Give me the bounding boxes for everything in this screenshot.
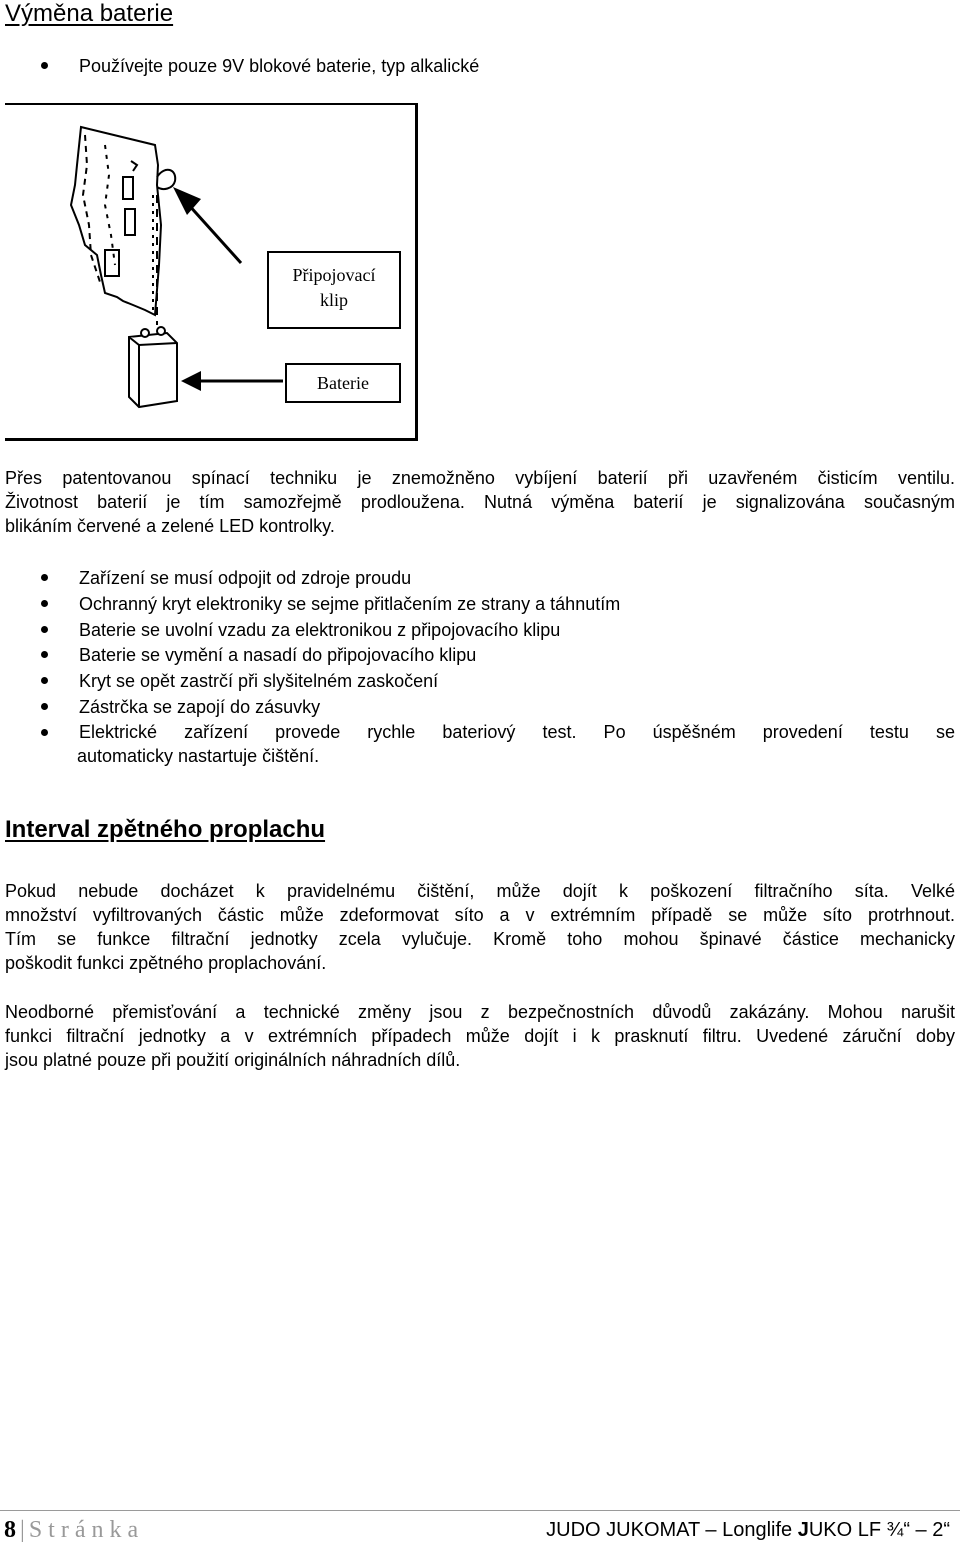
bullet-dot bbox=[41, 703, 48, 710]
step-item: Ochranný kryt elektroniky se sejme přitlačením ze strany a táhnutím bbox=[79, 594, 621, 614]
bullet-dot bbox=[41, 626, 48, 633]
paragraph-line: Tím se funkce filtrační jednotky zcela vylučuje. Kromě toho mohou špinavé částice mechanicky bbox=[5, 929, 955, 949]
paragraph-line: množství vyfiltrovaných částic může zdeformovat síto a v extrémním případě se může síto protrhnout. bbox=[5, 905, 955, 925]
bullet-dot bbox=[41, 62, 48, 69]
figure-frame bbox=[5, 103, 418, 441]
paragraph-line: Pokud nebude docházet k pravidelnému čištění, může dojít k poškození filtračního síta. Velké bbox=[5, 881, 955, 901]
doc-title-part2: UKO LF ¾“ – 2“ bbox=[808, 1519, 950, 1541]
clip-label bbox=[267, 251, 401, 329]
step-item-line: Elektrické zařízení provede rychle bateriový test. Po úspěšném provedení testu se bbox=[79, 722, 955, 742]
intro-line: blikáním červené a zelené LED kontrolky. bbox=[5, 516, 335, 536]
paragraph-line: poškodit funkci zpětného proplachování. bbox=[5, 953, 327, 973]
step-item: Baterie se vymění a nasadí do připojovacího klipu bbox=[79, 645, 477, 665]
paragraph-line: jsou platné pouze při použití originálních náhradních dílů. bbox=[5, 1050, 461, 1070]
paragraph-line: funkci filtrační jednotky a v extrémních případech může dojít i k prasknutí filtru. Uvedené záruční doby bbox=[5, 1026, 955, 1046]
bullet-dot bbox=[41, 677, 48, 684]
backwash-paragraph bbox=[5, 879, 955, 975]
step-item: Baterie se uvolní vzadu za elektronikou z připojovacího klipu bbox=[79, 620, 561, 640]
bullet-dot bbox=[41, 600, 48, 607]
warning-paragraph bbox=[5, 1000, 955, 1072]
step-item: Zástrčka se zapojí do zásuvky bbox=[79, 697, 321, 717]
doc-title-bold-letter: J bbox=[797, 1519, 809, 1541]
bullet-dot bbox=[41, 574, 48, 581]
doc-title-part1: JUDO JUKOMAT – Longlife bbox=[546, 1519, 798, 1541]
step-item bbox=[79, 721, 955, 743]
page-word: Stránka bbox=[28, 1517, 145, 1543]
intro-paragraph bbox=[5, 466, 955, 538]
top-bullet-text: Používejte pouze 9V blokové baterie, typ alkalické bbox=[79, 56, 480, 76]
footer-divider bbox=[0, 1510, 960, 1511]
step-item: Zařízení se musí odpojit od zdroje proudu bbox=[79, 568, 412, 588]
page-number: 8 bbox=[4, 1517, 16, 1543]
footer-document-title bbox=[546, 1518, 950, 1542]
bullet-dot bbox=[41, 729, 48, 736]
clip-label-line1: Připojovací bbox=[292, 265, 376, 285]
intro-line: Životnost baterií je tím samozřejmě prodloužena. Nutná výměna baterií je signalizována současným bbox=[5, 492, 955, 512]
footer-page-indicator bbox=[4, 1516, 144, 1544]
step-item-continuation: automaticky nastartuje čištění. bbox=[77, 746, 320, 766]
battery-label: Baterie bbox=[285, 363, 401, 403]
clip-label-line2: klip bbox=[319, 290, 348, 310]
section-heading: Interval zpětného proplachu bbox=[5, 816, 326, 843]
paragraph-line: Neodborné přemisťování a technické změny jsou z bezpečnostních důvodů zakázány. Mohou narušit bbox=[5, 1002, 955, 1022]
footer-separator: | bbox=[20, 1517, 25, 1543]
page-title: Výměna baterie bbox=[5, 0, 174, 27]
intro-line: Přes patentovanou spínací techniku je znemožněno vybíjení baterií při uzavřeném čisticím ventilu. bbox=[5, 468, 955, 488]
bullet-dot bbox=[41, 651, 48, 658]
step-item: Kryt se opět zastrčí při slyšitelném zaskočení bbox=[79, 671, 439, 691]
